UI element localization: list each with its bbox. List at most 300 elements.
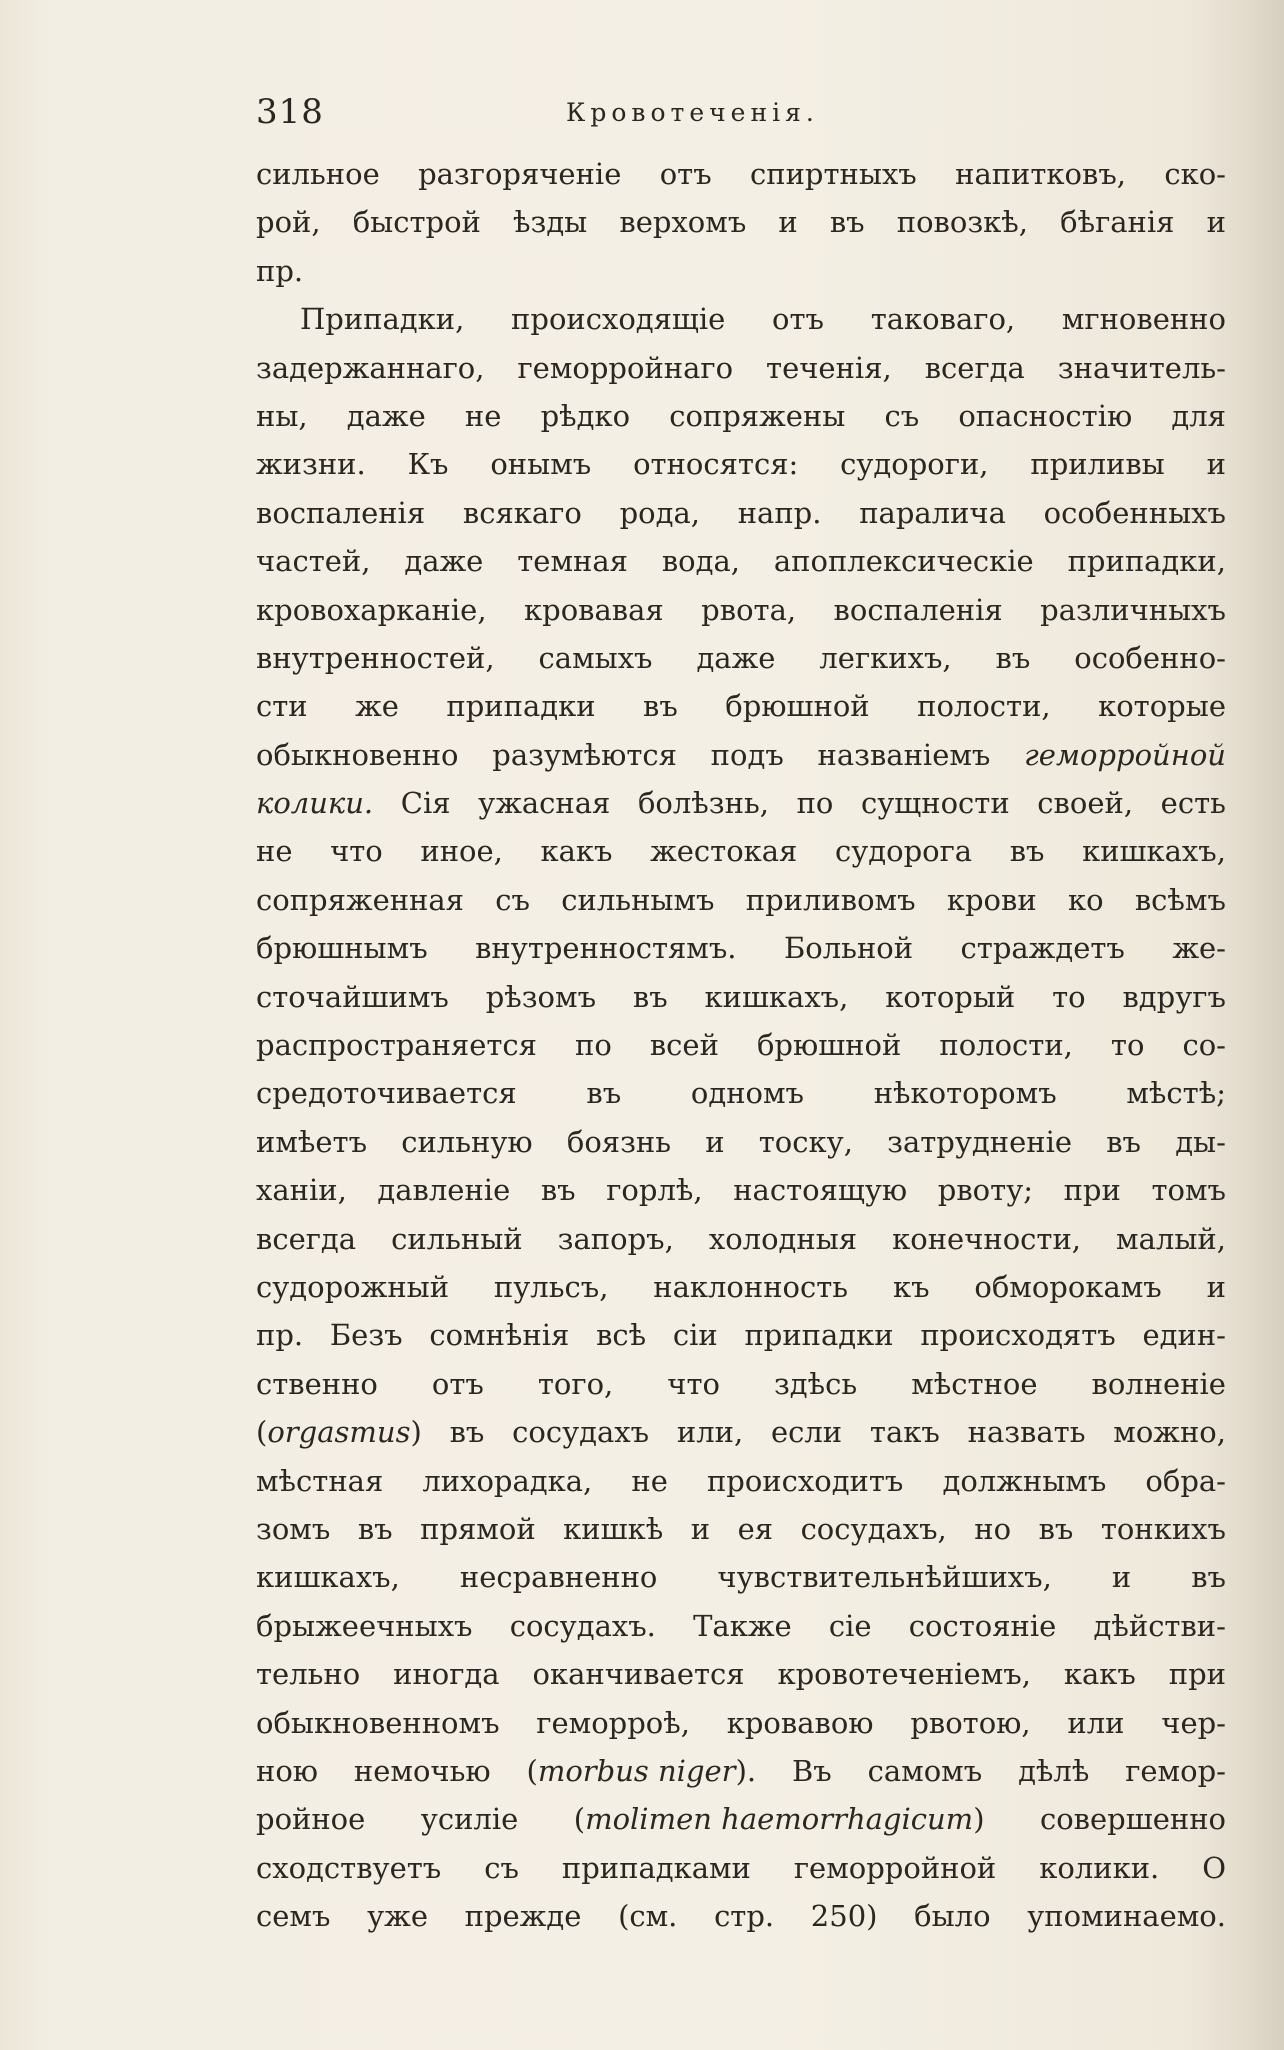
word-text: Больной bbox=[783, 931, 914, 966]
word-text: сосудахъ bbox=[512, 1415, 650, 1450]
word bbox=[586, 1069, 621, 1117]
word bbox=[355, 682, 399, 730]
word-text: вдругъ bbox=[1122, 979, 1226, 1014]
word bbox=[1191, 1553, 1226, 1601]
word bbox=[696, 634, 775, 682]
word bbox=[1018, 1747, 1089, 1795]
word bbox=[401, 779, 451, 827]
word bbox=[1064, 1650, 1136, 1698]
word-text: назвать bbox=[967, 1415, 1086, 1450]
word bbox=[256, 489, 425, 537]
word-text: то bbox=[1110, 1028, 1145, 1063]
word bbox=[574, 1795, 985, 1843]
word-text: самыхъ bbox=[538, 640, 653, 675]
word-text: ѣзды bbox=[513, 205, 588, 240]
word bbox=[1113, 1408, 1226, 1456]
word-text: зомъ bbox=[256, 1511, 331, 1546]
word-text: то bbox=[1052, 979, 1086, 1014]
word-text: въ bbox=[1038, 1511, 1074, 1546]
text-line bbox=[256, 489, 1226, 537]
text-line bbox=[256, 1505, 1226, 1553]
word-text: даже bbox=[696, 640, 776, 675]
word-text: дѣйстви- bbox=[1093, 1608, 1226, 1643]
word-text: же bbox=[355, 689, 399, 724]
word-text: относятся: bbox=[633, 447, 799, 482]
word bbox=[517, 344, 733, 392]
text-line bbox=[256, 827, 1226, 875]
word-text: кровавая bbox=[524, 592, 664, 627]
word bbox=[1052, 973, 1086, 1021]
text-line bbox=[256, 344, 1226, 392]
word bbox=[256, 634, 495, 682]
word bbox=[563, 1505, 663, 1553]
word-text: кишкахъ, bbox=[1082, 834, 1226, 869]
word-text: апоплексическіе bbox=[773, 544, 1034, 579]
text-line bbox=[256, 1602, 1226, 1650]
word bbox=[404, 537, 483, 585]
word bbox=[1112, 1553, 1131, 1601]
word-text: стр. bbox=[714, 1899, 775, 1934]
word bbox=[256, 827, 293, 875]
word bbox=[420, 1505, 536, 1553]
word-text: даже bbox=[346, 398, 426, 433]
word-text: болѣзнь, bbox=[637, 786, 769, 821]
word bbox=[859, 489, 1006, 537]
word bbox=[494, 1263, 609, 1311]
word bbox=[300, 295, 464, 343]
word-text: жизни. bbox=[256, 447, 366, 482]
word bbox=[1169, 1650, 1226, 1698]
word-text: который bbox=[885, 979, 1016, 1014]
word bbox=[1074, 634, 1226, 682]
word bbox=[1062, 295, 1226, 343]
word bbox=[256, 876, 464, 924]
word bbox=[917, 682, 1051, 730]
word-text: или bbox=[1067, 1705, 1125, 1740]
word-text: рвота, bbox=[701, 592, 797, 627]
word-text: ханіи, bbox=[256, 1173, 347, 1208]
word bbox=[1092, 1360, 1226, 1408]
word-text: обра- bbox=[1145, 1463, 1226, 1498]
word-text: ( bbox=[526, 1753, 538, 1788]
word-text: рѣзомъ bbox=[485, 979, 597, 1014]
word-text: вода, bbox=[661, 544, 740, 579]
word-text: ною bbox=[256, 1753, 319, 1788]
word-text: наклонность bbox=[653, 1269, 849, 1304]
text-line bbox=[256, 1118, 1226, 1166]
word bbox=[885, 973, 1015, 1021]
word-text: приливы bbox=[1030, 447, 1165, 482]
word bbox=[510, 1602, 656, 1650]
word-text: или, bbox=[676, 1415, 744, 1450]
word-text: сильный bbox=[391, 1221, 523, 1256]
text-line bbox=[256, 682, 1226, 730]
word-text: кровотеченіемъ, bbox=[777, 1657, 1031, 1692]
word bbox=[1172, 924, 1226, 972]
word-text: при bbox=[1168, 1657, 1226, 1692]
word bbox=[256, 1021, 537, 1069]
word-text: есть bbox=[1160, 786, 1226, 821]
word bbox=[463, 489, 582, 537]
word-text: особенныхъ bbox=[1043, 495, 1226, 530]
word bbox=[558, 1215, 674, 1263]
word-text: сходствуетъ bbox=[256, 1850, 442, 1885]
word-text: сильную bbox=[401, 1124, 533, 1159]
text-line bbox=[256, 731, 1226, 779]
word-text: одномъ bbox=[690, 1076, 804, 1111]
word bbox=[1039, 1844, 1159, 1892]
word bbox=[818, 731, 991, 779]
word bbox=[870, 1408, 940, 1456]
word bbox=[408, 440, 449, 488]
word bbox=[330, 1311, 403, 1359]
word bbox=[393, 1650, 499, 1698]
word-text: кишкахъ, bbox=[704, 979, 849, 1014]
word-text: иное, bbox=[420, 834, 503, 869]
word-text: сопряженная bbox=[256, 882, 464, 917]
word bbox=[691, 1505, 710, 1553]
word bbox=[1207, 1263, 1226, 1311]
word-text: того, bbox=[537, 1366, 614, 1401]
word-text: ). bbox=[735, 1753, 757, 1788]
text-line bbox=[256, 1699, 1226, 1747]
word bbox=[420, 827, 503, 875]
word-text: сосудахъ. bbox=[509, 1608, 656, 1643]
word-text: и bbox=[778, 205, 798, 240]
word bbox=[1094, 1602, 1226, 1650]
word-text: тонкихъ bbox=[1100, 1511, 1226, 1546]
text-line bbox=[256, 1795, 1226, 1843]
word bbox=[829, 1602, 872, 1650]
word bbox=[1116, 1215, 1226, 1263]
word-text: припадки bbox=[446, 689, 596, 724]
word bbox=[784, 924, 913, 972]
word bbox=[256, 1699, 500, 1747]
word-text: бѣганія bbox=[1060, 205, 1175, 240]
word bbox=[1207, 198, 1226, 246]
word bbox=[256, 344, 484, 392]
word-text: припадки bbox=[744, 1318, 894, 1353]
word bbox=[1037, 779, 1133, 827]
word bbox=[868, 1747, 983, 1795]
word bbox=[540, 827, 612, 875]
word bbox=[256, 1553, 400, 1601]
word-text: оканчивается bbox=[532, 1657, 745, 1692]
word-text: отъ bbox=[659, 157, 712, 191]
word bbox=[942, 1457, 1106, 1505]
word-text: геморроѣ, bbox=[536, 1705, 690, 1740]
word-text: значитель- bbox=[1057, 350, 1226, 385]
word-text: сильнымъ bbox=[561, 882, 715, 917]
word bbox=[911, 1360, 1037, 1408]
word-text: легкихъ, bbox=[819, 640, 952, 675]
word-text: прежде bbox=[464, 1899, 582, 1934]
word-text: Припадки, bbox=[300, 302, 465, 337]
word-text: ны, bbox=[256, 398, 308, 433]
word-text: паралича bbox=[859, 495, 1006, 530]
text-line bbox=[256, 150, 1226, 198]
word bbox=[705, 1118, 724, 1166]
word-text: геморройной bbox=[793, 1850, 997, 1885]
word bbox=[495, 876, 530, 924]
word-text: 250) bbox=[810, 1899, 878, 1934]
word-text: ея bbox=[737, 1511, 774, 1546]
word bbox=[738, 1505, 773, 1553]
word-text: отъ bbox=[431, 1366, 484, 1401]
word bbox=[358, 1505, 393, 1553]
word bbox=[256, 586, 487, 634]
word bbox=[631, 1457, 668, 1505]
word bbox=[1030, 440, 1164, 488]
word-text: съ bbox=[495, 882, 530, 917]
running-head bbox=[256, 92, 1036, 142]
word bbox=[1024, 731, 1226, 779]
word-text: внутренностямъ. bbox=[475, 931, 737, 966]
text-line bbox=[256, 924, 1226, 972]
word bbox=[955, 150, 1126, 198]
word-text: въ bbox=[1191, 1560, 1226, 1595]
word-text: должнымъ bbox=[942, 1463, 1107, 1498]
word bbox=[774, 1360, 857, 1408]
word bbox=[650, 1021, 719, 1069]
word-text: для bbox=[1171, 398, 1226, 433]
word bbox=[421, 1795, 519, 1843]
word-text: судорожный bbox=[256, 1269, 450, 1304]
word bbox=[939, 1021, 1073, 1069]
word bbox=[513, 198, 587, 246]
word bbox=[968, 1408, 1086, 1456]
word bbox=[1161, 779, 1226, 827]
word-text: томъ bbox=[1151, 1173, 1226, 1208]
word-text: геморройнаго bbox=[517, 350, 734, 385]
word-text: съ bbox=[484, 1850, 519, 1885]
word bbox=[256, 537, 370, 585]
word bbox=[539, 634, 653, 682]
word-text: не bbox=[464, 398, 502, 433]
word-text: колики. bbox=[1039, 1850, 1160, 1885]
word-text: средоточивается bbox=[256, 1076, 517, 1111]
word bbox=[757, 1021, 901, 1069]
word-text: ) bbox=[410, 1415, 422, 1450]
word-text: брыжеечныхъ bbox=[256, 1608, 473, 1643]
word-text: напр. bbox=[737, 495, 822, 530]
word-text: въ bbox=[357, 1511, 393, 1546]
word bbox=[1027, 1892, 1226, 1940]
italic-term: колики. bbox=[256, 786, 374, 821]
word-text: кишкѣ bbox=[563, 1511, 664, 1546]
text-line bbox=[256, 1747, 1226, 1795]
word-text: сущности bbox=[861, 786, 1010, 821]
word bbox=[961, 924, 1125, 972]
text-line bbox=[256, 973, 1226, 1021]
word bbox=[725, 682, 869, 730]
word-text: не bbox=[631, 1463, 668, 1498]
word bbox=[562, 1844, 751, 1892]
word-text: сти bbox=[256, 689, 308, 724]
word bbox=[478, 779, 610, 827]
running-title: Кровотеченія. bbox=[566, 98, 819, 127]
word bbox=[418, 150, 621, 198]
word bbox=[1068, 537, 1226, 585]
word bbox=[618, 1892, 677, 1940]
word bbox=[974, 1505, 1011, 1553]
word bbox=[256, 1602, 473, 1650]
word-text: въ bbox=[643, 689, 678, 724]
text-line bbox=[256, 1166, 1226, 1214]
word bbox=[691, 1069, 804, 1117]
word bbox=[633, 973, 668, 1021]
word-text: ды- bbox=[1175, 1124, 1226, 1159]
word bbox=[1135, 876, 1226, 924]
word bbox=[256, 973, 449, 1021]
word-text: мѣстная bbox=[256, 1463, 384, 1498]
word-text: воспаленія bbox=[833, 592, 1003, 627]
word-text: судорога bbox=[834, 834, 973, 869]
text-line bbox=[256, 1457, 1226, 1505]
word bbox=[727, 1699, 874, 1747]
word-text: которые bbox=[1098, 689, 1226, 724]
word-text: въ bbox=[540, 1173, 576, 1208]
word bbox=[561, 876, 714, 924]
word-text: разгоряченіе bbox=[418, 157, 622, 191]
word bbox=[835, 827, 972, 875]
word bbox=[256, 1505, 330, 1553]
word bbox=[1058, 344, 1226, 392]
word bbox=[256, 198, 321, 246]
word-text: затрудненіе bbox=[887, 1124, 1073, 1159]
text-line bbox=[256, 1069, 1226, 1117]
word bbox=[792, 1747, 832, 1795]
word bbox=[460, 1553, 658, 1601]
word bbox=[861, 779, 1010, 827]
word-text: чер- bbox=[1161, 1705, 1226, 1740]
word bbox=[938, 1166, 1033, 1214]
page-number: 318 bbox=[256, 92, 324, 132]
word-text: рой, bbox=[256, 205, 321, 240]
word bbox=[714, 1892, 774, 1940]
word bbox=[925, 344, 1025, 392]
word bbox=[512, 1408, 649, 1456]
word-text: напитковъ, bbox=[955, 157, 1127, 191]
text-line bbox=[256, 537, 1226, 585]
word bbox=[717, 1553, 1051, 1601]
word bbox=[619, 198, 746, 246]
word-text: и bbox=[690, 1511, 711, 1546]
word-text: приливомъ bbox=[745, 882, 916, 917]
word bbox=[256, 1457, 383, 1505]
word-text: крови bbox=[946, 882, 1037, 917]
word-text: какъ bbox=[540, 834, 613, 869]
word-text: обыкновенно bbox=[256, 737, 459, 772]
text-line bbox=[256, 779, 1226, 827]
text-line bbox=[256, 1021, 1226, 1069]
word bbox=[256, 1650, 360, 1698]
word-text: ( bbox=[256, 1415, 268, 1450]
word-text: брюшнымъ bbox=[256, 931, 428, 966]
word-text: дѣлѣ bbox=[1018, 1753, 1090, 1788]
text-line bbox=[256, 1311, 1226, 1359]
word bbox=[256, 150, 380, 198]
word bbox=[774, 537, 1034, 585]
word bbox=[794, 1844, 996, 1892]
word bbox=[693, 1602, 792, 1650]
word bbox=[707, 1457, 903, 1505]
word-text: волненіе bbox=[1091, 1366, 1226, 1401]
word bbox=[1044, 489, 1226, 537]
word bbox=[256, 1311, 303, 1359]
italic-term: orgasmus bbox=[267, 1415, 411, 1450]
text-line bbox=[256, 1263, 1226, 1311]
word bbox=[367, 1892, 428, 1940]
word-text: было bbox=[914, 1899, 991, 1934]
word-text: полости, bbox=[939, 1028, 1073, 1063]
word-text: запоръ, bbox=[557, 1221, 674, 1256]
word-text: происходятъ bbox=[920, 1318, 1116, 1353]
word-text: боязнь bbox=[566, 1124, 672, 1159]
word-text: и bbox=[1206, 447, 1226, 482]
word bbox=[484, 1844, 519, 1892]
word-text: сіе bbox=[828, 1608, 872, 1643]
word bbox=[490, 440, 591, 488]
word bbox=[811, 1892, 878, 1940]
text-line bbox=[256, 295, 1226, 343]
word-text: припадками bbox=[561, 1850, 751, 1885]
word-text: гемор- bbox=[1125, 1753, 1226, 1788]
word-text: если bbox=[770, 1415, 843, 1450]
word bbox=[1125, 1747, 1226, 1795]
word-text: уже bbox=[367, 1899, 428, 1934]
text-line bbox=[256, 247, 1226, 295]
word-text: лихорадка, bbox=[422, 1463, 593, 1498]
word bbox=[536, 1699, 690, 1747]
word bbox=[256, 1215, 356, 1263]
word-text: къ bbox=[892, 1269, 930, 1304]
text-line bbox=[256, 1650, 1226, 1698]
word bbox=[1040, 586, 1226, 634]
word bbox=[673, 1311, 718, 1359]
word bbox=[1068, 876, 1104, 924]
word bbox=[256, 247, 303, 295]
text-line bbox=[256, 1360, 1226, 1408]
word-text: семъ bbox=[256, 1899, 331, 1934]
word-text: всѣмъ bbox=[1134, 882, 1226, 917]
word bbox=[429, 1311, 569, 1359]
word-text: же- bbox=[1172, 931, 1226, 966]
word bbox=[650, 827, 797, 875]
word-text: Въ bbox=[791, 1753, 832, 1788]
word bbox=[897, 198, 1028, 246]
word bbox=[909, 1602, 1057, 1650]
word-text: различныхъ bbox=[1040, 592, 1226, 627]
word-text: здѣсь bbox=[773, 1366, 858, 1401]
word bbox=[1111, 1021, 1145, 1069]
word bbox=[465, 392, 502, 440]
word-text: разумѣются bbox=[492, 737, 677, 772]
word bbox=[1151, 1166, 1226, 1214]
word-text: О bbox=[1202, 1850, 1226, 1885]
text-line bbox=[256, 634, 1226, 682]
word bbox=[354, 1747, 491, 1795]
word-text: холодныя bbox=[708, 1221, 858, 1256]
word-text: спиртныхъ bbox=[750, 157, 917, 191]
word-text: един- bbox=[1142, 1318, 1226, 1353]
word bbox=[606, 1166, 702, 1214]
word bbox=[884, 392, 919, 440]
word bbox=[256, 682, 308, 730]
text-line bbox=[256, 440, 1226, 488]
word bbox=[1010, 827, 1045, 875]
word bbox=[777, 1650, 1030, 1698]
